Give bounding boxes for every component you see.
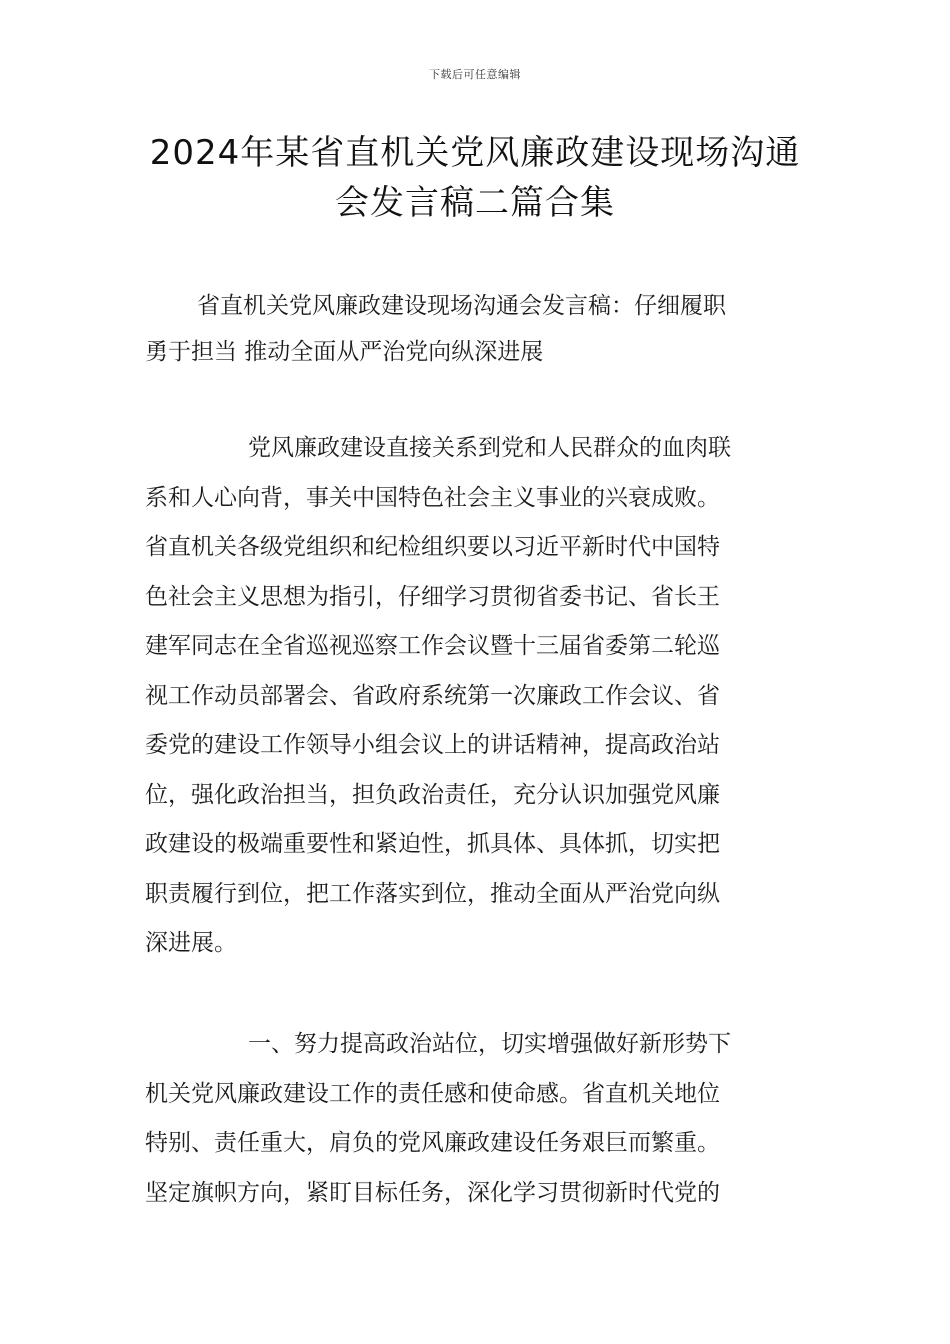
header-note: 下载后可任意编辑 (429, 68, 521, 81)
paragraph-line: 委党的建设工作领导小组会议上的讲话精神，提高政治站 (145, 732, 720, 758)
paragraph-line: 机关党风廉政建设工作的责任感和使命感。省直机关地位 (145, 1080, 720, 1107)
paragraph-line: 党风廉政建设直接关系到党和人民群众的血肉联 (248, 435, 731, 461)
paragraph-section-one (145, 1020, 810, 1218)
paragraph-line: 坚定旗帜方向，紧盯目标任务，深化学习贯彻新时代党的 (145, 1179, 720, 1206)
title-line-1: 2024年某省直机关党风廉政建设现场沟通 (149, 133, 801, 173)
speech-subtitle (145, 283, 810, 375)
title-line-2: 会发言稿二篇合集 (335, 183, 615, 223)
paragraph-line: 色社会主义思想为指引，仔细学习贯彻省委书记、省长王 (145, 583, 720, 610)
paragraph-intro (145, 424, 810, 969)
paragraph-line: 系和人心向背，事关中国特色社会主义事业的兴衰成败。 (145, 484, 720, 511)
paragraph-line: 建军同志在全省巡视巡察工作会议暨十三届省委第二轮巡 (145, 633, 720, 659)
document-title (120, 128, 830, 228)
paragraph-line: 政建设的极端重要性和紧迫性，抓具体、具体抓，切实把 (145, 831, 720, 857)
paragraph-line: 职责履行到位，把工作落实到位，推动全面从严治党向纵 (145, 880, 720, 907)
subtitle-line-1: 省直机关党风廉政建设现场沟通会发言稿：仔细履职 (197, 293, 726, 319)
paragraph-line: 一、努力提高政治站位，切实增强做好新形势下 (248, 1031, 731, 1057)
paragraph-line: 特别、责任重大，肩负的党风廉政建设任务艰巨而繁重。 (145, 1130, 720, 1156)
paragraph-line: 省直机关各级党组织和纪检组织要以习近平新时代中国特 (145, 534, 720, 560)
subtitle-line-2: 勇于担当 推动全面从严治党向纵深进展 (145, 339, 544, 365)
paragraph-line: 视工作动员部署会、省政府系统第一次廉政工作会议、省 (145, 682, 720, 709)
paragraph-line: 位，强化政治担当，担负政治责任，充分认识加强党风廉 (145, 781, 720, 808)
paragraph-line: 深进展。 (145, 930, 237, 956)
